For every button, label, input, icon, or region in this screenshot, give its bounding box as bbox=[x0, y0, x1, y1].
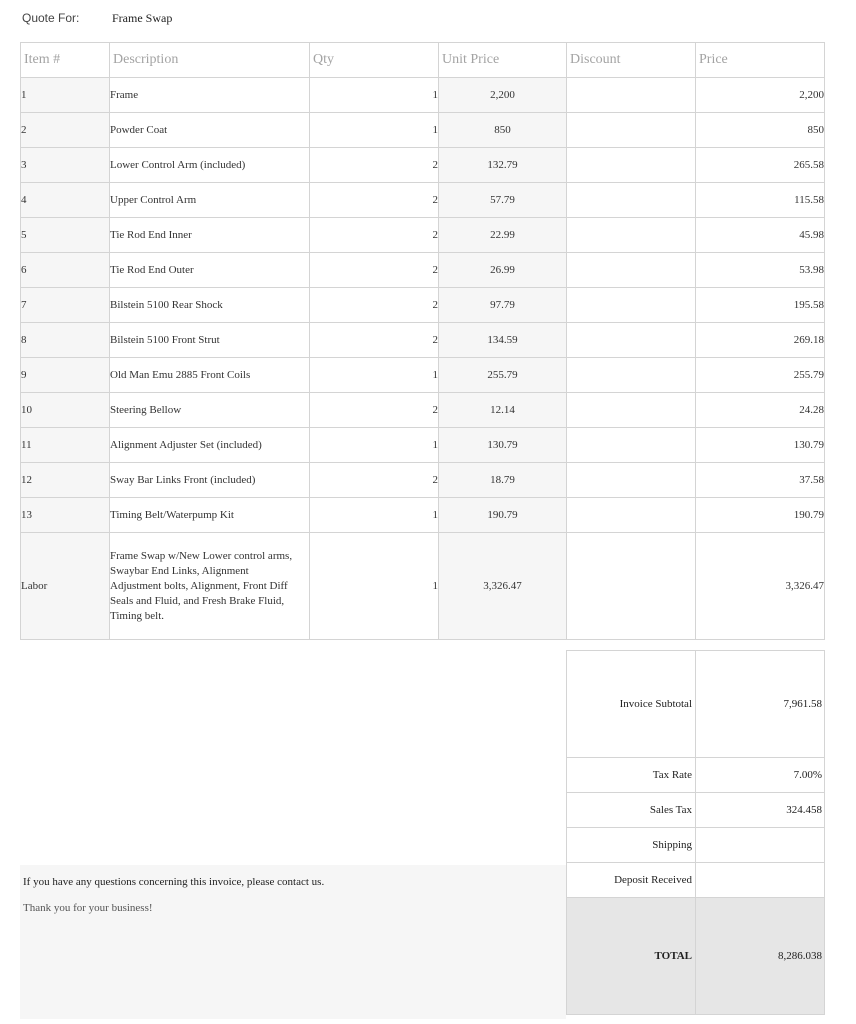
tax-rate-label: Tax Rate bbox=[567, 758, 696, 793]
cell-item-number: 1 bbox=[21, 78, 110, 113]
cell-item-number: 3 bbox=[21, 148, 110, 183]
cell-discount bbox=[567, 428, 696, 463]
cell-qty: 1 bbox=[310, 113, 439, 148]
cell-unit-price: 3,326.47 bbox=[439, 533, 567, 640]
table-header-row bbox=[21, 43, 825, 78]
cell-qty: 1 bbox=[310, 498, 439, 533]
cell-description: Bilstein 5100 Rear Shock bbox=[110, 288, 310, 323]
table-row bbox=[21, 428, 825, 463]
quote-for-label: Quote For: bbox=[22, 11, 80, 25]
deposit-label: Deposit Received bbox=[567, 863, 696, 898]
total-value: 8,286.038 bbox=[696, 898, 825, 1015]
column-header-item: Item # bbox=[21, 43, 110, 78]
subtotal-value: 7,961.58 bbox=[696, 651, 825, 758]
cell-unit-price: 57.79 bbox=[439, 183, 567, 218]
column-header-unit-price: Unit Price bbox=[439, 43, 567, 78]
cell-description: Alignment Adjuster Set (included) bbox=[110, 428, 310, 463]
cell-item-number: 5 bbox=[21, 218, 110, 253]
total-label: TOTAL bbox=[567, 898, 696, 1015]
cell-discount bbox=[567, 148, 696, 183]
table-row bbox=[21, 463, 825, 498]
cell-item-number: 13 bbox=[21, 498, 110, 533]
column-header-price: Price bbox=[696, 43, 825, 78]
line-items-table bbox=[20, 42, 825, 640]
cell-description: Old Man Emu 2885 Front Coils bbox=[110, 358, 310, 393]
shipping-label: Shipping bbox=[567, 828, 696, 863]
cell-discount bbox=[567, 533, 696, 640]
cell-discount bbox=[567, 463, 696, 498]
cell-qty: 2 bbox=[310, 253, 439, 288]
table-row-labor bbox=[21, 533, 825, 640]
subtotal-row bbox=[567, 651, 825, 758]
cell-unit-price: 18.79 bbox=[439, 463, 567, 498]
cell-description: Frame bbox=[110, 78, 310, 113]
thank-you-note: Thank you for your business! bbox=[23, 902, 153, 914]
cell-price: 115.58 bbox=[696, 183, 825, 218]
cell-item-number: 4 bbox=[21, 183, 110, 218]
cell-price: 2,200 bbox=[696, 78, 825, 113]
cell-discount bbox=[567, 253, 696, 288]
sales-tax-label: Sales Tax bbox=[567, 793, 696, 828]
cell-item-number: 2 bbox=[21, 113, 110, 148]
totals-table bbox=[566, 650, 825, 1015]
tax-rate-value: 7.00% bbox=[696, 758, 825, 793]
cell-qty: 2 bbox=[310, 183, 439, 218]
cell-unit-price: 130.79 bbox=[439, 428, 567, 463]
table-row bbox=[21, 78, 825, 113]
cell-qty: 2 bbox=[310, 148, 439, 183]
cell-item-number: 10 bbox=[21, 393, 110, 428]
table-row bbox=[21, 218, 825, 253]
cell-unit-price: 26.99 bbox=[439, 253, 567, 288]
cell-qty: 2 bbox=[310, 288, 439, 323]
cell-unit-price: 255.79 bbox=[439, 358, 567, 393]
cell-price: 24.28 bbox=[696, 393, 825, 428]
table-row bbox=[21, 498, 825, 533]
cell-qty: 1 bbox=[310, 533, 439, 640]
deposit-value bbox=[696, 863, 825, 898]
cell-price: 850 bbox=[696, 113, 825, 148]
cell-discount bbox=[567, 358, 696, 393]
cell-price: 37.58 bbox=[696, 463, 825, 498]
table-row bbox=[21, 323, 825, 358]
deposit-row bbox=[567, 863, 825, 898]
cell-item-number: 7 bbox=[21, 288, 110, 323]
cell-description: Tie Rod End Outer bbox=[110, 253, 310, 288]
column-header-description: Description bbox=[110, 43, 310, 78]
shipping-value bbox=[696, 828, 825, 863]
total-row bbox=[567, 898, 825, 1015]
table-row bbox=[21, 183, 825, 218]
cell-qty: 2 bbox=[310, 323, 439, 358]
cell-unit-price: 190.79 bbox=[439, 498, 567, 533]
cell-discount bbox=[567, 393, 696, 428]
cell-description: Sway Bar Links Front (included) bbox=[110, 463, 310, 498]
table-row bbox=[21, 148, 825, 183]
cell-qty: 2 bbox=[310, 463, 439, 498]
cell-price: 265.58 bbox=[696, 148, 825, 183]
cell-discount bbox=[567, 288, 696, 323]
cell-description: Powder Coat bbox=[110, 113, 310, 148]
shipping-row bbox=[567, 828, 825, 863]
cell-price: 53.98 bbox=[696, 253, 825, 288]
cell-description: Upper Control Arm bbox=[110, 183, 310, 218]
cell-unit-price: 850 bbox=[439, 113, 567, 148]
table-row bbox=[21, 358, 825, 393]
cell-description: Frame Swap w/New Lower control arms, Swaybar End Links, Alignment Adjustment bolts, Alignment, Front Diff Seals and Fluid, and Fresh Brake Fluid, Timing belt. bbox=[110, 533, 310, 640]
cell-item-number: 6 bbox=[21, 253, 110, 288]
cell-unit-price: 22.99 bbox=[439, 218, 567, 253]
cell-qty: 2 bbox=[310, 393, 439, 428]
cell-discount bbox=[567, 78, 696, 113]
cell-price: 3,326.47 bbox=[696, 533, 825, 640]
cell-qty: 1 bbox=[310, 358, 439, 393]
cell-qty: 1 bbox=[310, 78, 439, 113]
cell-description: Timing Belt/Waterpump Kit bbox=[110, 498, 310, 533]
cell-qty: 1 bbox=[310, 428, 439, 463]
cell-unit-price: 132.79 bbox=[439, 148, 567, 183]
cell-discount bbox=[567, 183, 696, 218]
cell-description: Tie Rod End Inner bbox=[110, 218, 310, 253]
cell-unit-price: 2,200 bbox=[439, 78, 567, 113]
cell-discount bbox=[567, 218, 696, 253]
cell-item-number: Labor bbox=[21, 533, 110, 640]
cell-price: 255.79 bbox=[696, 358, 825, 393]
cell-price: 269.18 bbox=[696, 323, 825, 358]
tax-rate-row bbox=[567, 758, 825, 793]
quote-for-value: Frame Swap bbox=[112, 11, 173, 25]
table-row bbox=[21, 393, 825, 428]
cell-discount bbox=[567, 113, 696, 148]
cell-description: Bilstein 5100 Front Strut bbox=[110, 323, 310, 358]
cell-price: 195.58 bbox=[696, 288, 825, 323]
cell-item-number: 12 bbox=[21, 463, 110, 498]
sales-tax-row bbox=[567, 793, 825, 828]
cell-unit-price: 97.79 bbox=[439, 288, 567, 323]
table-row bbox=[21, 253, 825, 288]
column-header-discount: Discount bbox=[567, 43, 696, 78]
cell-price: 190.79 bbox=[696, 498, 825, 533]
sales-tax-value: 324.458 bbox=[696, 793, 825, 828]
cell-discount bbox=[567, 498, 696, 533]
contact-note: If you have any questions concerning this invoice, please contact us. bbox=[23, 876, 325, 888]
table-row bbox=[21, 113, 825, 148]
column-header-qty: Qty bbox=[310, 43, 439, 78]
subtotal-label: Invoice Subtotal bbox=[567, 651, 696, 758]
cell-description: Lower Control Arm (included) bbox=[110, 148, 310, 183]
cell-price: 130.79 bbox=[696, 428, 825, 463]
cell-unit-price: 134.59 bbox=[439, 323, 567, 358]
cell-unit-price: 12.14 bbox=[439, 393, 567, 428]
footer-notes bbox=[20, 865, 566, 1019]
cell-item-number: 11 bbox=[21, 428, 110, 463]
cell-qty: 2 bbox=[310, 218, 439, 253]
cell-price: 45.98 bbox=[696, 218, 825, 253]
cell-discount bbox=[567, 323, 696, 358]
cell-item-number: 8 bbox=[21, 323, 110, 358]
cell-item-number: 9 bbox=[21, 358, 110, 393]
cell-description: Steering Bellow bbox=[110, 393, 310, 428]
table-row bbox=[21, 288, 825, 323]
